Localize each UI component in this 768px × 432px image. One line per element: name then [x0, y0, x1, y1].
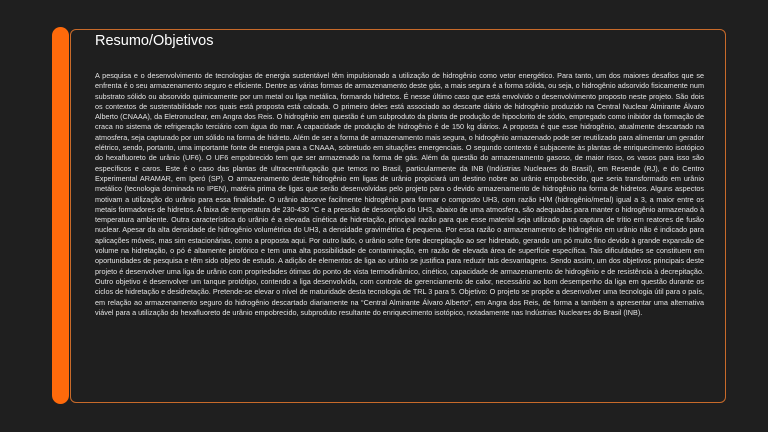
- accent-bar: [52, 27, 69, 404]
- slide-title: Resumo/Objetivos: [95, 33, 214, 49]
- slide-body-text: A pesquisa e o desenvolvimento de tecnologias de energia sustentável têm impulsionado a utilização de hidrogênio como vetor energético. Para tanto, um dos maiores desafios que se enfrenta é o seu armazenamento seguro e eficiente. Dentre as várias formas de armazenamento deste gás, a mais segura é a forma sólida, ou seja, o hidrogênio adsorvido fisicamente num substrato sólido ou absorvido quimicamente por um metal ou liga metálica, formando hidretos. É nesse último caso que está envolvido o desenvolvimento proposto neste projeto. São dois os contextos de sustentabilidade nos quais está proposta está calcada. O primeiro deles está associado ao descarte diário de hidrogênio produzido na Central Nuclear Almirante Álvaro Alberto (CNAAA), da Eletronuclear, em Angra dos Reis. O hidrogênio em questão é um subproduto da planta de produção de hipoclorito de sódio, empregado como inibidor da formação de craca no sistema de refrigeração terciário com água do mar. A capacidade de produção de hidrogênio é de 150 kg diários. A proposta é que esse hidrogênio, atualmente descartado na atmosfera, seja capturado por um sólido na forma de hidreto. Além de ser a forma de armazenamento mais segura, o hidrogênio armazenado pode ser reutilizado para alimentar um gerador elétrico, sendo, portanto, uma importante fonte de energia para a CNAAA, sobretudo em situações emergenciais. O segundo contexto é subjacente às plantas de enriquecimento isotópico do hexafluoreto de urânio (UF6). O UF6 empobrecido tem que ser armazenado na forma de gás. Além da questão do armazenamento gasoso, de maior risco, os vasos para isso são específicos e caros. Este é o caso das plantas de ultracentrifugação que temos no Brasil, particularmente da INB (Indústrias Nucleares do Brasil), em Resende (RJ), e do Centro Experimental ARAMAR, em Iperó (SP). O armazenamento deste hidrogênio em ligas de urânio propiciará um destino nobre ao urânio empobrecido, que seria transformado em urânio metálico (tecnologia dominada no IPEN), matéria prima de ligas que serão desenvolvidas pelo projeto para o devido armazenamento de hidrogênio na forma de hidretos. Alguns aspectos motivam a utilização do urânio para essa finalidade. O urânio absorve facilmente hidrogênio para formar o composto UH3, com razão H/M (hidrogênio/metal) igual a 3, a maior entre os metais formadores de hidretos. A faixa de temperatura de 230-430 °C e a pressão de dessorção do UH3, abaixo de uma atmosfera, são adequadas para manter o hidrogênio armazenado à temperatura ambiente. Outra característica do urânio é a elevada cinética de hidretação, principal razão para que esse material seja utilizado para captura de trítio em reatores de fusão nuclear. Apesar da alta densidade de hidrogênio volumétrica do UH3, a densidade gravimétrica é pequena. Por essa razão o armazenamento de hidrogênio em urânio não é indicado para aplicações móveis, mas sim estacionárias, como a proposta aqui. Por outro lado, o urânio sofre forte decrepitação ao ser hidretado, gerando um pó muito fino devido à grande expansão de volume na hidretação, o pó é altamente pirofórico e tem uma alta possibilidade de contaminação, em razão de elevada área de superfície específica. Tais dificuldades se constituem em oportunidades de pesquisa e têm sido objeto de estudo. A adição de elementos de liga ao urânio se justifica para reduzir tais desvantagens. Sendo assim, um dos objetivos principais deste projeto é desenvolver uma liga de urânio com propriedades ótimas do ponto de vista termodinâmico, cinético, capacidade de armazenamento de hidrogênio e de resistência à decrepitação. Outro objetivo é desenvolver um tanque protótipo, contendo a liga desenvolvida, com controle de gerenciamento de calor, necessário ao bom desempenho da liga em questão durante os ciclos de hidretação e desidretação. Pretende-se elevar o nível de maturidade desta tecnologia de TRL 3 para 5. Objetivo: O projeto se propõe a desenvolver uma tecnologia útil para o país, em relação ao armazenamento seguro do hidrogênio descartado diariamente na “Central Almirante Álvaro Alberto”, em Angra dos Reis, de forma a também a apresentar uma alternativa viável para a utilização do hexafluoreto de urânio empobrecido, subproduto resultante do enriquecimento isotópico, notadamente nas Indústrias Nucleares do Brasil (INB).: [95, 71, 704, 317]
